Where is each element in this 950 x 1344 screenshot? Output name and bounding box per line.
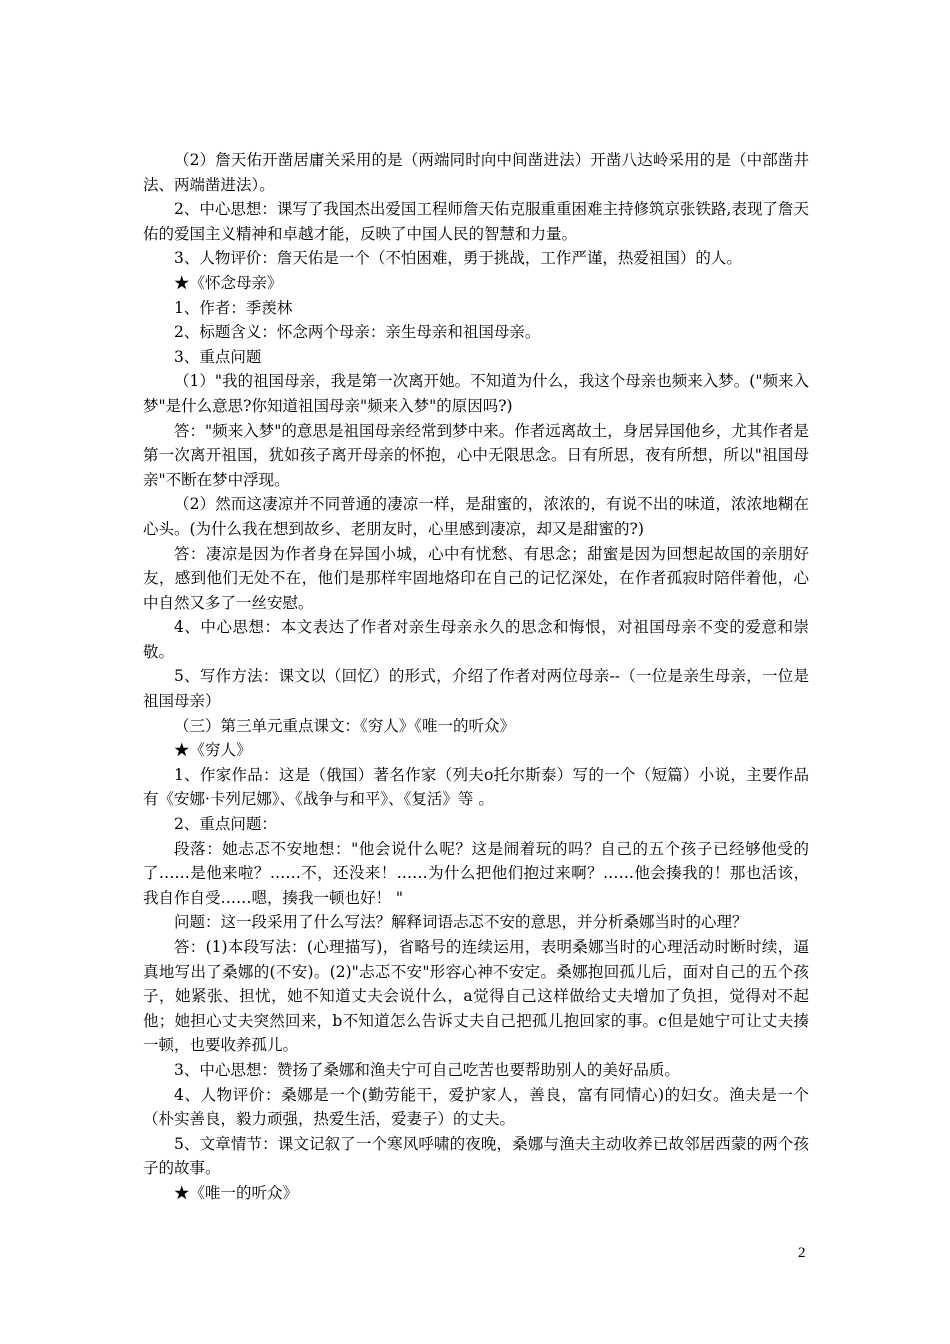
paragraph: 3、人物评价：詹天佑是一个（不怕困难，勇于挑战，工作严谨，热爱祖国）的人。 (174, 249, 742, 268)
paragraph: 5、写作方法：课文以（回忆）的形式，介绍了作者对两位母亲--（一位是亲生母亲，一位是祖国母亲） (143, 667, 809, 711)
paragraph: （2）詹天佑开凿居庸关采用的是（两端同时向中间凿进法）开凿八达岭采用的是（中部凿井法、两端凿进法）。 (143, 151, 809, 194)
paragraph: 答：凄凉是因为作者身在异国小城，心中有忧愁、有思念；甜蜜是因为回想起故国的亲朋好友，感到他们无处不在，他们是那样牢固地烙印在自己的记忆深处，在作者孤寂时陪伴着他，心中自然又多了一丝安慰。 (143, 544, 809, 612)
section-heading: ★《穷人》 (174, 741, 252, 760)
unit-heading: （三）第三单元重点课文：《穷人》《唯一的听众》 (174, 716, 516, 735)
paragraph: 3、重点问题 (174, 347, 262, 366)
section-heading: ★《唯一的听众》 (174, 1183, 299, 1202)
paragraph: 3、中心思想：赞扬了桑娜和渔夫宁可自己吃苦也要帮助别人的美好品质。 (174, 1060, 680, 1079)
paragraph: 2、中心思想：课写了我国杰出爱国工程师詹天佑克服重重困难主持修筑京张铁路,表现了詹天佑的爱国主义精神和卓越才能，反映了中国人民的智慧和力量。 (143, 200, 809, 243)
paragraph: 段落：她忐忑不安地想："他会说什么呢？这是闹着玩的吗？自己的五个孩子已经够他受的了……是他来啦？……不，还没来！……为什么把他们抱过来啊？……他会揍我的！那也活该，我自作自受……嗯，揍我一顿也好！ " (143, 839, 809, 907)
paragraph: 1、作者：季羡林 (174, 298, 293, 317)
paragraph: 答：(1)本段写法：(心理描写)，省略号的连续运用，表明桑娜当时的心理活动时断时续，逼真地写出了桑娜的(不安)。(2)"忐忑不安"形容心神不安定。桑娜抱回孤儿后，面对自己的五个孩子，她紧张、担忧，她不知道丈夫会说什么，a觉得自己这样做给丈夫增加了负担，觉得对不起他；她担心丈夫突然回来，b不知道怎么告诉丈夫自己把孤儿抱回家的事。c但是她宁可让丈夫揍一顿，也要收养孤儿。 (143, 938, 809, 1055)
paragraph: （2）然而这凄凉并不同普通的凄凉一样，是甜蜜的，浓浓的，有说不出的味道，浓浓地糊在心头。(为什么我在想到故乡、老朋友时，心里感到凄凉，却又是甜蜜的?) (143, 495, 809, 538)
paragraph: 答："频来入梦"的意思是祖国母亲经常到梦中来。作者远离故土，身居异国他乡，尤其作者是第一次离开祖国，犹如孩子离开母亲的怀抱，心中无限思念。日有所思，夜有所想，所以"祖国母亲"不断在梦中浮现。 (143, 421, 809, 489)
document-body (143, 148, 809, 1206)
paragraph: 2、标题含义：怀念两个母亲：亲生母亲和祖国母亲。 (174, 323, 541, 342)
paragraph: （1）"我的祖国母亲，我是第一次离开她。不知道为什么，我这个母亲也频来入梦。("频来入梦"是什么意思?你知道祖国母亲"频来入梦"的原因吗?) (143, 372, 809, 415)
paragraph: 5、文章情节：课文记叙了一个寒风呼啸的夜晚，桑娜与渔夫主动收养已故邻居西蒙的两个孩子的故事。 (143, 1134, 809, 1178)
page-number: 2 (798, 1245, 806, 1261)
paragraph: 问题：这一段采用了什么写法？解释词语忐忑不安的意思，并分析桑娜当时的心理？ (174, 913, 748, 932)
paragraph: 4、中心思想：本文表达了作者对亲生母亲永久的思念和悔恨，对祖国母亲不变的爱意和崇敬。 (143, 618, 809, 661)
paragraph: 4、人物评价：桑娜是一个(勤劳能干，爱护家人，善良，富有同情心)的妇女。渔夫是一个（朴实善良，毅力顽强，热爱生活，爱妻子）的丈夫。 (143, 1085, 809, 1129)
section-heading: ★《怀念母亲》 (174, 273, 283, 292)
paragraph: 1、作家作品：这是（俄国）著名作家（列夫o托尔斯泰）写的一个（短篇）小说，主要作品有《安娜·卡列尼娜》、《战争与和平》、《复活》等 。 (143, 765, 809, 809)
paragraph: 2、重点问题： (174, 815, 277, 834)
